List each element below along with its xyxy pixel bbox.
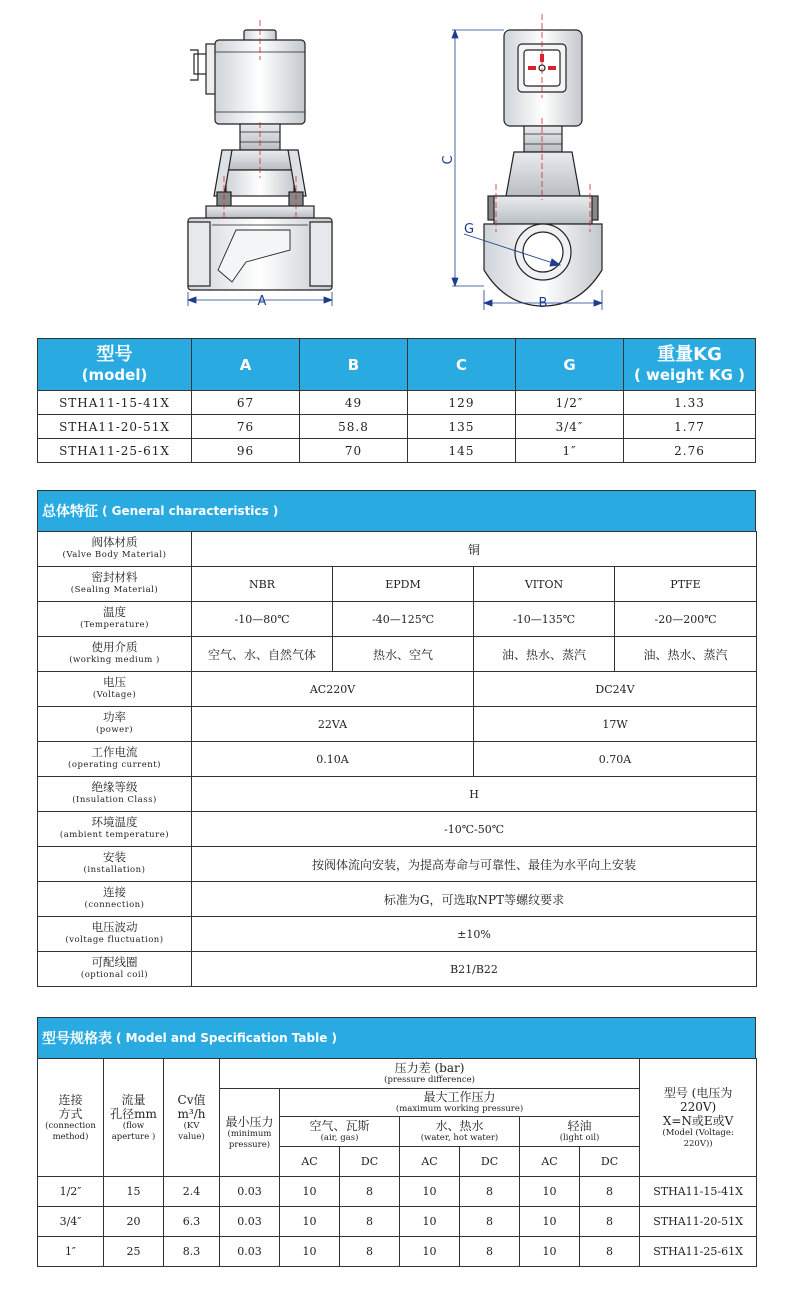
cell-size: 3/4″ [38,1207,104,1237]
cell-water-ac: 10 [400,1207,460,1237]
cell-a: 67 [192,391,300,415]
cell-value: B21/B22 [192,952,757,987]
cell-value: AC220V [192,672,474,707]
table-row [38,637,757,672]
cell-min: 0.03 [220,1237,280,1267]
header-flow: 流量 孔径mm (flow aperture ) [104,1059,164,1177]
row-label: 连接 (connection) [38,882,192,917]
cell-air-dc: 8 [340,1237,400,1267]
cell-air-dc: 8 [340,1207,400,1237]
cell-weight: 1.77 [624,415,756,439]
cell-oil-ac: 10 [520,1177,580,1207]
cell-model: STHA11-15-41X [640,1177,757,1207]
row-label: 功率 (power) [38,707,192,742]
cell-value: -10—80℃ [192,602,333,637]
cell-size: 1/2″ [38,1177,104,1207]
cell-flow: 20 [104,1207,164,1237]
cell-water-ac: 10 [400,1177,460,1207]
header-water: 水、热水 (water, hot water) [400,1117,520,1147]
cell-value: 17W [474,707,757,742]
table-row [38,707,757,742]
dimension-a-label: A [257,294,267,309]
table-row [38,742,757,777]
model-dimension-table [37,338,756,463]
table-row [38,917,757,952]
section-subtitle: ( Model and Specification Table ) [116,1031,338,1045]
row-label: 温度 (Temperature) [38,602,192,637]
cell-cv: 8.3 [164,1237,220,1267]
cell-value: PTFE [615,567,757,602]
table-row [38,847,757,882]
header-dc: DC [340,1147,400,1177]
header-dc: DC [460,1147,520,1177]
cell-weight: 1.33 [624,391,756,415]
row-label: 电压波动 (voltage fluctuation) [38,917,192,952]
cell-g: 1/2″ [516,391,624,415]
cell-value: 铜 [192,532,757,567]
header-min-pressure: 最小压力 (minimum pressure) [220,1089,280,1177]
cell-model: STHA11-20-51X [640,1207,757,1237]
cell-value: 0.70A [474,742,757,777]
row-label: 使用介质 (working medium ) [38,637,192,672]
cell-model: STHA11-20-51X [38,415,192,439]
header-g: G [516,339,624,391]
cell-value: 标准为G，可选取NPT等螺纹要求 [192,882,757,917]
cell-b: 70 [300,439,408,463]
cell-a: 76 [192,415,300,439]
row-label: 密封材料 (Sealing Material) [38,567,192,602]
table-row [38,952,757,987]
cell-value: EPDM [333,567,474,602]
cell-size: 1″ [38,1237,104,1267]
table-header-row [38,339,756,391]
cell-oil-ac: 10 [520,1237,580,1267]
header-oil: 轻油 (light oil) [520,1117,640,1147]
table-row [38,439,756,463]
cell-value: -20—200℃ [615,602,757,637]
general-characteristics-header [37,490,756,531]
cell-value: 22VA [192,707,474,742]
section-title: 总体特征 [42,504,98,520]
cell-air-ac: 10 [280,1237,340,1267]
row-label: 电压 (Voltage) [38,672,192,707]
cell-oil-dc: 8 [580,1207,640,1237]
cell-value: ±10% [192,917,757,952]
section-subtitle: ( General characteristics ) [102,504,279,518]
header-ac: AC [520,1147,580,1177]
row-label: 工作电流 (operating current) [38,742,192,777]
cell-model: STHA11-25-61X [38,439,192,463]
cell-value: -40—125℃ [333,602,474,637]
cell-min: 0.03 [220,1207,280,1237]
header-model: 型号 (电压为 220V) X=N或E或V (Model (Voltage: 220V)) [640,1059,757,1177]
row-label: 阀体材质 (Valve Body Material) [38,532,192,567]
cell-value: 空气、水、自然气体 [192,637,333,672]
table-row [38,672,757,707]
cell-water-dc: 8 [460,1237,520,1267]
header-weight: 重量KG ( weight KG ) [624,339,756,391]
cell-value: 0.10A [192,742,474,777]
row-label: 绝缘等级 (Insulation Class) [38,777,192,812]
cell-value: -10—135℃ [474,602,615,637]
header-model: 型号 (model) [38,339,192,391]
cell-g: 3/4″ [516,415,624,439]
cell-b: 58.8 [300,415,408,439]
header-b: B [300,339,408,391]
dimension-g-label: G [463,222,475,237]
table-row [38,567,757,602]
cell-value: 按阀体流向安装，为提高寿命与可靠性、最佳为水平向上安装 [192,847,757,882]
cell-water-dc: 8 [460,1177,520,1207]
cell-value: 热水、空气 [333,637,474,672]
dimension-b-label: B [538,296,548,311]
general-characteristics-table [37,531,757,987]
row-label: 可配线圈 (optional coil) [38,952,192,987]
cell-oil-dc: 8 [580,1177,640,1207]
cell-value: H [192,777,757,812]
side-view-drawing [484,30,602,306]
table-row [38,532,757,567]
cell-value: -10℃-50℃ [192,812,757,847]
cell-model: STHA11-15-41X [38,391,192,415]
cell-g: 1″ [516,439,624,463]
spec-table-header [37,1017,756,1058]
cell-value: 油、热水、蒸汽 [474,637,615,672]
cell-c: 135 [408,415,516,439]
cell-flow: 15 [104,1177,164,1207]
cell-c: 129 [408,391,516,415]
header-ac: AC [400,1147,460,1177]
cell-value: DC24V [474,672,757,707]
table-row [38,812,757,847]
table-row [38,602,757,637]
cell-min: 0.03 [220,1177,280,1207]
header-cv: Cv值 m³/h (KV value) [164,1059,220,1177]
table-row [38,391,756,415]
cell-air-ac: 10 [280,1207,340,1237]
cell-oil-dc: 8 [580,1237,640,1267]
header-ac: AC [280,1147,340,1177]
header-c: C [408,339,516,391]
row-label: 环境温度 (ambient temperature) [38,812,192,847]
cell-c: 145 [408,439,516,463]
cell-model: STHA11-25-61X [640,1237,757,1267]
header-max-pressure: 最大工作压力 (maximum working pressure) [280,1089,640,1117]
cell-cv: 2.4 [164,1177,220,1207]
cell-flow: 25 [104,1237,164,1267]
cell-b: 49 [300,391,408,415]
cell-value: NBR [192,567,333,602]
cell-value: VITON [474,567,615,602]
table-row [38,415,756,439]
cell-a: 96 [192,439,300,463]
header-connection: 连接 方式 (connection method) [38,1059,104,1177]
header-air-gas: 空气、瓦斯 (air, gas) [280,1117,400,1147]
model-specification-table [37,1058,757,1267]
cell-value: 油、热水、蒸汽 [615,637,757,672]
row-label: 安装 (installation) [38,847,192,882]
header-a: A [192,339,300,391]
header-dc: DC [580,1147,640,1177]
section-title: 型号规格表 [42,1031,112,1047]
dimension-c-label: C [441,155,456,165]
cell-water-ac: 10 [400,1237,460,1267]
table-row [38,777,757,812]
cell-weight: 2.76 [624,439,756,463]
cell-air-ac: 10 [280,1177,340,1207]
cell-water-dc: 8 [460,1207,520,1237]
table-row [38,1207,757,1237]
valve-drawings [0,0,790,325]
table-row [38,1237,757,1267]
cell-air-dc: 8 [340,1177,400,1207]
header-pressure-difference: 压力差 (bar) (pressure difference) [220,1059,640,1089]
table-row [38,1177,757,1207]
cell-oil-ac: 10 [520,1207,580,1237]
table-row [38,882,757,917]
cell-cv: 6.3 [164,1207,220,1237]
